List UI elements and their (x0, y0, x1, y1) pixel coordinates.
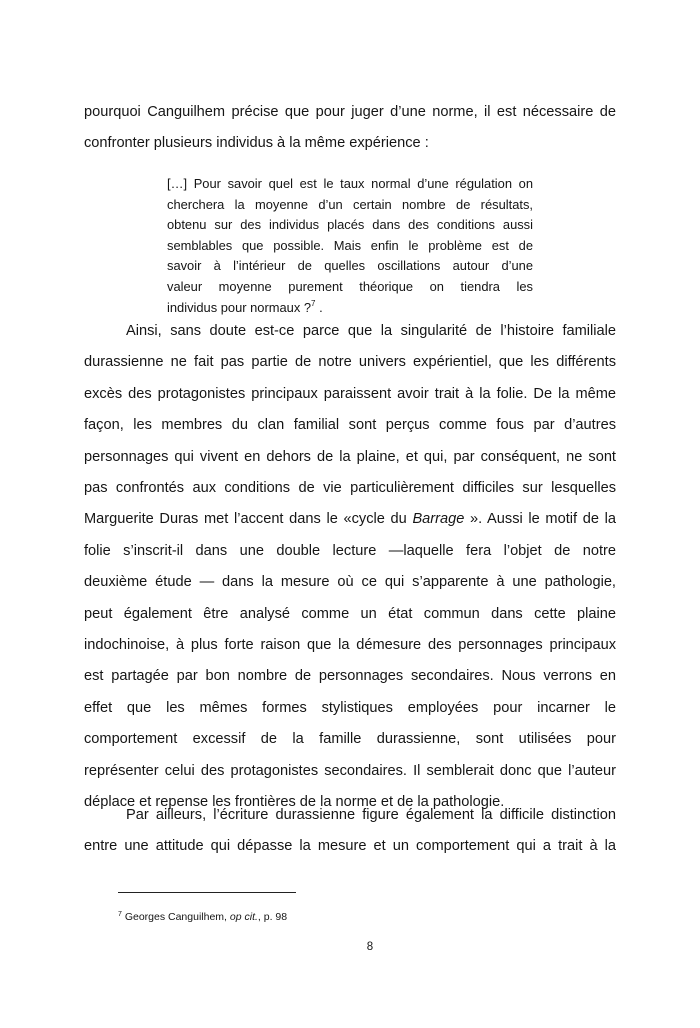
closing-paragraph (84, 800, 616, 863)
footnote-author: Georges Canguilhem, (121, 911, 230, 923)
main-paragraph (84, 316, 616, 819)
italic-title: Barrage (412, 511, 465, 528)
paragraph-line: deuxième étude — dans la mesure où ce qui s’apparente à une pathologie, (84, 574, 616, 591)
quote-last-text: individus pour normaux ? (167, 299, 312, 315)
footnote-pages: , p. 98 (257, 911, 288, 923)
paragraph-line: déplace et repense les frontières de la norme et de la pathologie. (84, 794, 505, 811)
quote-line: obtenu sur des individus placés dans des conditions aussi (167, 217, 533, 233)
paragraph-line: personnages qui vivent en dehors de la plaine, et qui, par conséquent, ne sont (84, 448, 616, 465)
top-paragraph (84, 97, 616, 160)
paragraph-line: Par ailleurs, l’écriture durassienne figure également la difficile distinction (126, 807, 616, 823)
quote-line: […] Pour savoir quel est le taux normal d’une régulation on (167, 176, 533, 191)
line-text: ». Aussi le motif de la (464, 511, 616, 528)
paragraph-line (84, 504, 616, 535)
quote-line: savoir à l’intérieur de quelles oscillations autour d’une (167, 258, 533, 274)
paragraph-line: pas confrontés aux conditions de vie particulièrement difficiles sur lesquelles (84, 480, 616, 497)
line-text: Marguerite Duras met l’accent dans le «cycle du (84, 511, 413, 528)
paragraph-line: façon, les membres du clan familial sont perçus comme fous par d’autres (84, 417, 616, 434)
quote-line: valeur moyenne purement théorique on tiendra les (167, 278, 533, 294)
paragraph-line: est partagée par bon nombre de personnages secondaires. Nous verrons en (84, 668, 616, 685)
paragraph-line: excès des protagonistes principaux paraissent avoir trait à la folie. De la même (84, 385, 616, 402)
footnote-number: 7 (118, 911, 122, 918)
footnote-work: op cit. (229, 911, 258, 923)
page-number: 8 (366, 941, 374, 953)
footnote-reference: 7 (311, 298, 316, 308)
footnote (118, 911, 287, 923)
quote-line: semblables que possible. Mais enfin le problème est de (167, 237, 533, 253)
quote-line: cherchera la moyenne d’un certain nombre de résultats, (167, 196, 533, 212)
footnote-separator (118, 892, 296, 893)
paragraph-line: Ainsi, sans doute est-ce parce que la singularité de l’histoire familiale (126, 323, 616, 339)
paragraph-line: effet que les mêmes formes stylistiques employées pour incarner le (84, 699, 616, 716)
paragraph-line: folie s’inscrit-il dans une double lecture —laquelle fera l’objet de notre (84, 542, 616, 559)
paragraph-line: comportement excessif de la famille durassienne, sont utilisées pour (84, 731, 616, 748)
paragraph-line: indochinoise, à plus forte raison que la démesure des personnages principaux (84, 637, 616, 654)
quote-last-end: . (315, 299, 323, 315)
paragraph-line: peut également être analysé comme un état commun dans cette plaine (84, 605, 616, 622)
paragraph-line: durassienne ne fait pas partie de notre univers expérientiel, que les différents (84, 354, 616, 371)
block-quote (167, 174, 533, 318)
paragraph-line: pourquoi Canguilhem précise que pour juger d’une norme, il est nécessaire de (84, 104, 616, 120)
paragraph-line: entre une attitude qui dépasse la mesure et un comportement qui a trait à la (84, 838, 616, 855)
paragraph-line: confronter plusieurs individus à la même expérience : (84, 135, 429, 152)
paragraph-line: représenter celui des protagonistes secondaires. Il semblerait donc que l’auteur (84, 762, 616, 779)
